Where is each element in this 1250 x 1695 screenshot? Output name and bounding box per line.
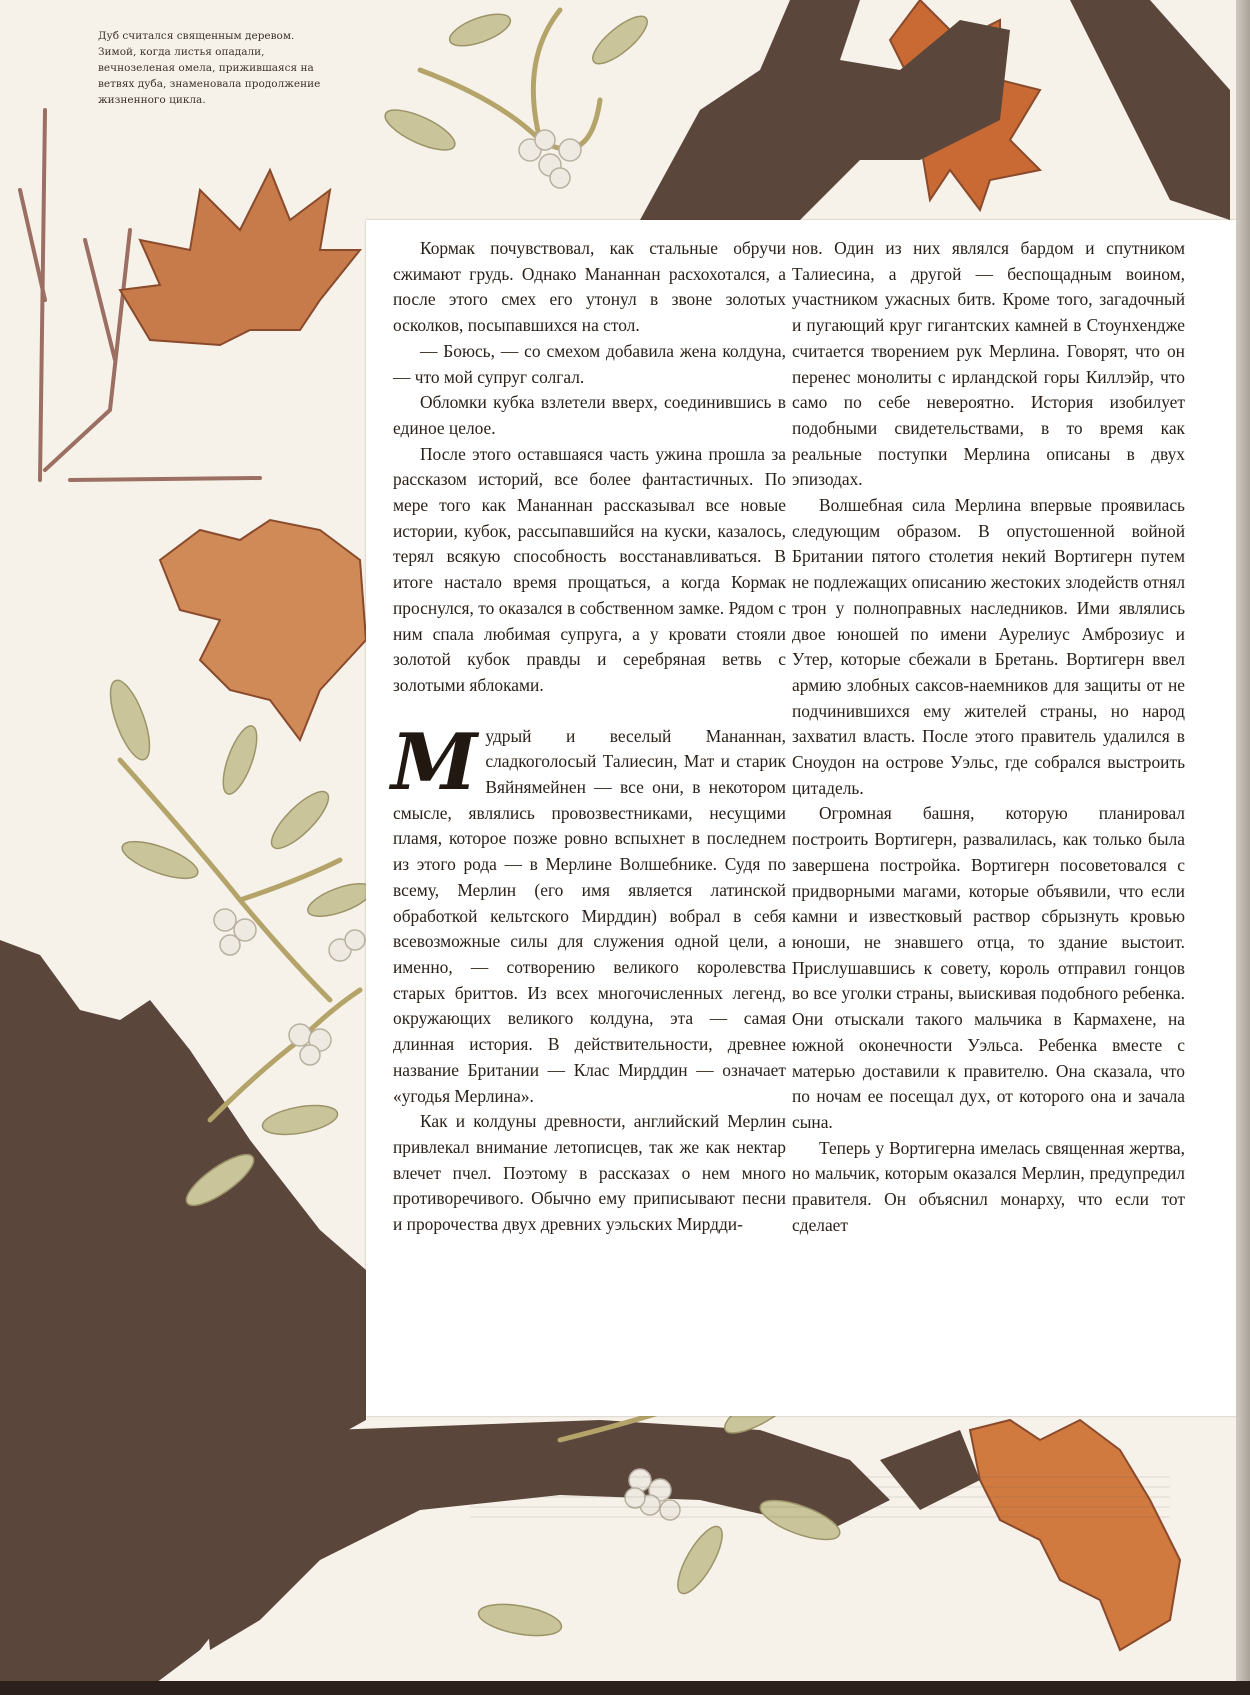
page-edge-right	[1236, 0, 1250, 1695]
paragraph: нов. Один из них являлся бардом и спутником Талиесина, а другой — беспощадным воином, участником ужасных битв. Кроме того, загадочный и пугающий круг гигантских камней в Стоунхендже считается творением рук Мерлина. Говорят, что он перенес монолиты с ирландской горы Киллэйр, что само по себе невероятно. История изобилует подобными свидетельствами, в то время как реальные поступки Мерлина описаны в двух эпизодах.	[792, 238, 1185, 490]
oak-leaf	[120, 170, 360, 345]
paragraph: Обломки кубка взлетели вверх, соединившись в единое целое.	[393, 392, 786, 438]
drop-cap: М	[391, 716, 478, 808]
text-panel	[366, 220, 1238, 1416]
paragraph-with-dropcap	[391, 716, 786, 1110]
paragraph: Теперь у Вортигерна имелась священная жертва, но мальчик, которым оказался Мерлин, предупредил правителя. Он объяснил монарху, что если тот сделает	[792, 1137, 1185, 1235]
right-column	[792, 236, 1185, 1238]
page-edge-bottom	[0, 1681, 1250, 1695]
oak-leaf	[160, 520, 366, 740]
oak-branch	[640, 0, 1010, 220]
oak-leaf	[970, 1420, 1180, 1650]
paragraph: — Боюсь, — со смехом добавила жена колдуна, — что мой супруг солгал.	[393, 340, 786, 387]
paragraph: Как и колдуны древности, английский Мерлин привлекал внимание летописцев, так же как нектар влечет пчел. Поэтому в рассказах о нем много противоречивого. Обычно ему приписывают песни и пророчества двух древних уэльских Мирдди-	[393, 1111, 786, 1235]
paragraph: Волшебная сила Мерлина впервые проявилась следующим образом. В опустошенной войной Британии пятого столетия некий Вортигерн путем не подлежащих описанию жестоких злодейств отнял трон у полноправных наследников. Ими являлись двое юношей по имени Аурелиус Амброзиус и Утер, которые сбежали в Бретань. Вортигерн ввел армию злобных саксов-наемников для защиты от не подчинившихся ему жителей страны, но народ захватил власть. После этого правитель удалился в Сноудон на острове Уэльс, где собрался выстроить цитадель.	[792, 495, 1185, 798]
paragraph: Кормак почувствовал, как стальные обручи сжимают грудь. Однако Мананнан расхохотался, а после этого смех его утонул в звоне золотых осколков, посыпавшихся на стол.	[393, 238, 786, 336]
show-through-text	[470, 1470, 1170, 1518]
paragraph: Огромная башня, которую планировал построить Вортигерн, развалилась, как только была завершена постройка. Вортигерн посоветовался с придворными магами, которые объявили, что если камни и известковый раствор сбрызнуть кровью юноши, не знавшего отца, то здание выстоит. Прислушавшись к совету, король отправил гонцов во все уголки страны, выискивая подобного ребенка. Они отыскали такого мальчика в Кармахене, на южной оконечности Уэльса. Ребенка вместе с матерью доставили к правителю. Она сказала, что по ночам ее посещал дух, от которого она и зачала сына.	[792, 803, 1185, 1132]
paragraph: После этого оставшаяся часть ужина прошла за рассказом историй, все более фантастичных. По мере того как Мананнан рассказывал все новые истории, кубок, рассыпавшийся на куски, казалось, терял всякую способность восстанавливаться. В итоге настало время прощаться, а когда Кормак проснулся, то оказался в собственном замке. Рядом с ним спала любимая супруга, а у кровати стояли золотой кубок правды и серебряная ветвь с золотыми яблоками.	[393, 443, 786, 695]
left-column	[393, 236, 786, 1238]
paragraph-text: удрый и веселый Мананнан, сладкоголосый Талиесин, Мат и старик Вяйнямейнен — все они, в некотором смысле, являлись провозвестниками, несущими пламя, которое позже ровно вспыхнет в последнем из этого рода — в Мерлине Волшебнике. Судя по всему, Мерлин (его имя является латинской обработкой кельтского Мирддин) вобрал в себя всевозможные силы для служения одной цели, а именно, — сотворению великого королевства старых бриттов. Из всех многочисленных легенд, окружающих великого колдуна, эта — самая длинная история. В действительности, древнее название Британии — Клас Мирддин — означает «угодья Мерлина».	[393, 725, 786, 1106]
illustration-caption: Дуб считался священным деревом. Зимой, когда листья опадали, вечнозеленая омела, прижившаяся на ветвях дуба, знаменовала продолжение жизненного цикла.	[98, 30, 321, 106]
oak-branch	[1070, 0, 1230, 220]
